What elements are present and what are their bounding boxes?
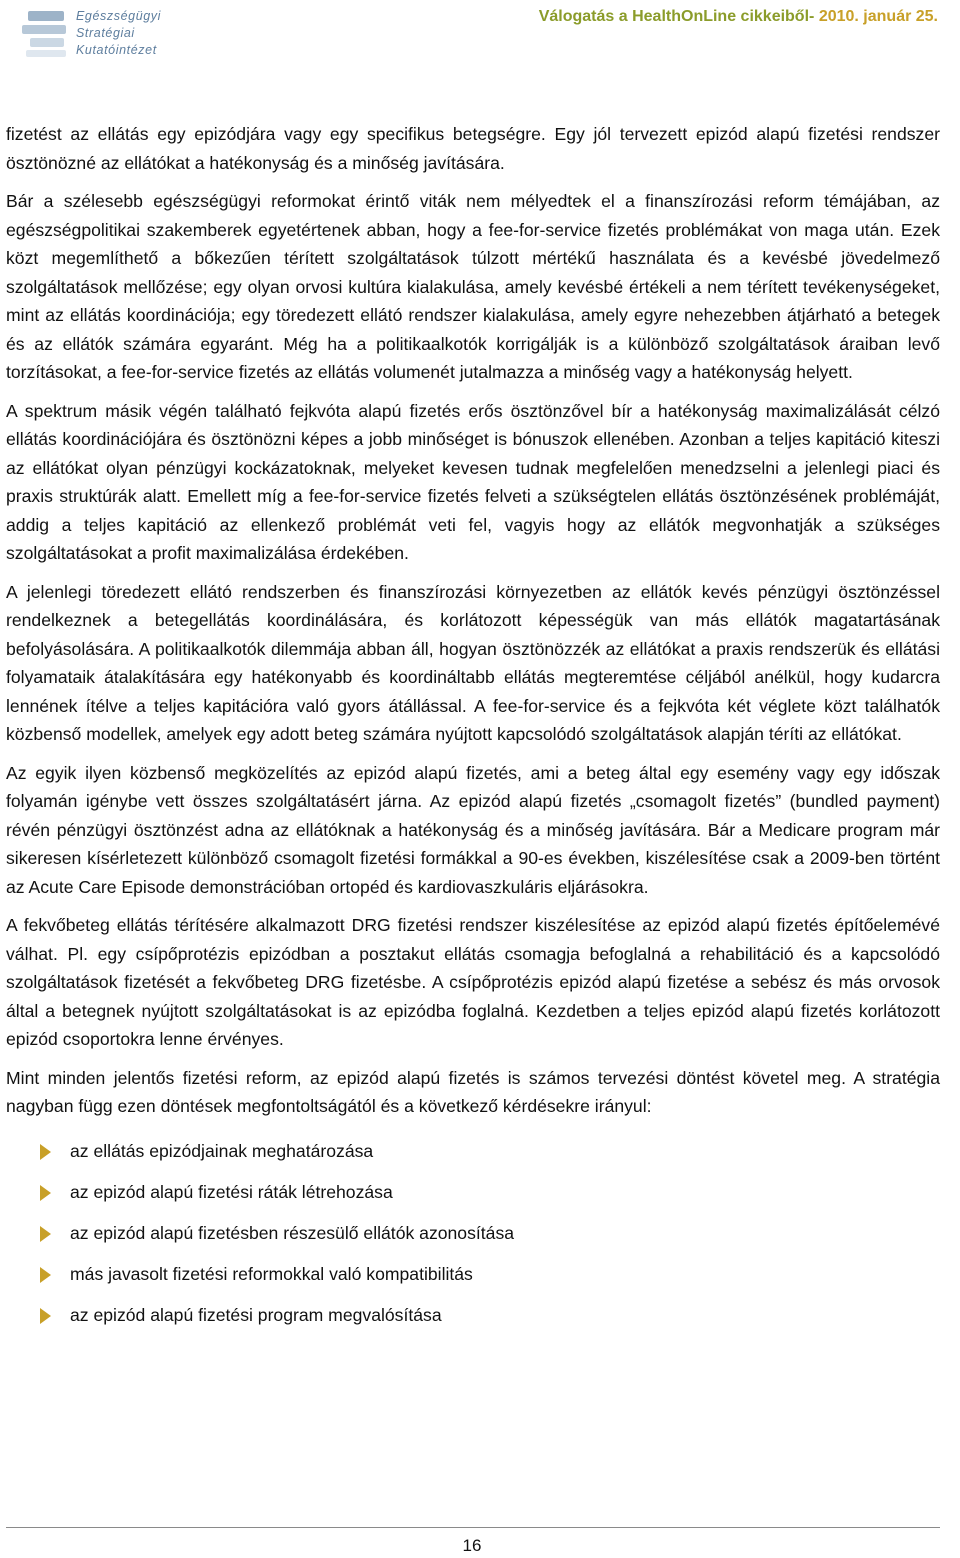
list-item xyxy=(6,1301,940,1342)
list-item-text: az epizód alapú fizetési ráták létrehozása xyxy=(70,1181,393,1202)
page-header xyxy=(0,0,960,72)
footer-divider xyxy=(6,1527,940,1528)
paragraph: A jelenlegi töredezett ellátó rendszerben és finanszírozási környezetben az ellátók kevés pénzügyi ösztönzéssel rendelkeznek a betegellátás koordinálására, és korlátozott képességük van más ellátók magatartásának befolyásolására. A politikaalkotók dilemmája abban áll, hogyan ösztönözzék az ellátókat a praxis rendszerük és ellátási folyamataik átalakítására egy hatékonyabb és koordináltabb ellátás megteremtése céljából anélkül, hogy kudarcra lennének ítélve a teljes kapitációra való gyors átállással. A fee-for-service és a fejkvóta két véglete közt találhatók közbenső modellek, amelyek egy adott beteg számára nyújtott kapcsolódó szolgáltatások alapján téríti az ellátókat. xyxy=(6,581,940,744)
logo-line: Stratégiai xyxy=(76,26,135,40)
list-item xyxy=(6,1137,940,1178)
bullet-triangle-icon xyxy=(40,1226,51,1242)
logo-text xyxy=(76,8,161,59)
bullet-triangle-icon xyxy=(40,1267,51,1283)
list-item xyxy=(6,1260,940,1301)
logo-line: Egészségügyi xyxy=(76,9,162,23)
list-item xyxy=(6,1219,940,1260)
list-item-text: az ellátás epizódjainak meghatározása xyxy=(70,1140,374,1161)
paragraph: A spektrum másik végén található fejkvóta alapú fizetés erős ösztönzővel bír a hatékonyság maximalizálását célzó ellátás koordinációjára és ösztönözni képes a jobb minőséget is bónuszok ellenében. Azonban a teljes kapitáció kiteszi az ellátókat olyan pénzügyi kockázatoknak, melyeket kevesen tudnak megfelelően menedzselni a jelenlegi piaci és praxis struktúrák alatt. Emellett míg a fee-for-service fizetés felveti a szükségtelen ellátás ösztönzésének problémáját, addig a teljes kapitáció az ellenkező problémát veti fel, vagyis hogy az ellátók megvonhatják a szükséges szolgáltatásokat a profit maximalizálása érdekében. xyxy=(6,400,940,563)
paragraph: fizetést az ellátás egy epizódjára vagy egy specifikus betegségre. Egy jól tervezett epizód alapú fizetési rendszer ösztönözné az ellátókat a hatékonyság és a minőség javítására. xyxy=(6,124,940,173)
paragraph: A fekvőbeteg ellátás térítésére alkalmazott DRG fizetési rendszer kiszélesítése az epizód alapú fizetés építőelemévé válhat. Pl. egy csípőprotézis epizódban a posztakut ellátás csomagja befoglalná a rehabilitáció és a kapcsolódó szolgáltatások fizetését a fekvőbeteg DRG fizetésbe. A csípőprotézis epizód alapú fizetése a sebész és más orvosok által a betegnek nyújtott szolgáltatásokat is az epizódba foglalná. Kezdetben a teljes epizód alapú fizetés korlátozott epizód csoportokra lenne érvényes. xyxy=(6,915,940,1049)
paragraph: Az egyik ilyen közbenső megközelítés az epizód alapú fizetés, ami a beteg által egy esemény vagy egy időszak folyamán igénybe vett összes szolgáltatásért járna. Az epizód alapú fizetés „csomagolt fizetés” (bundled payment) révén pénzügyi ösztönzést adna az ellátóknak a hatékonyság és a minőség javítására. Bár a Medicare program már sikeresen kísérletezett különböző csomagolt fizetési formákkal a 90-es években, kiszélesítése csak a 2009-ben történt az Acute Care Episode demonstrációban ortopéd és kardiovaszkuláris eljárásokra. xyxy=(6,762,940,897)
publication-date: 2010. január 25. xyxy=(818,8,938,25)
header-title xyxy=(539,8,938,26)
bullet-triangle-icon xyxy=(40,1144,51,1160)
list-item-text: az epizód alapú fizetési program megvalósítása xyxy=(70,1304,442,1325)
institute-logo xyxy=(18,5,218,63)
document-body xyxy=(6,120,940,1342)
list-item-text: az epizód alapú fizetésben részesülő ellátók azonosítása xyxy=(70,1222,515,1243)
paragraph: Bár a szélesebb egészségügyi reformokat érintő viták nem mélyedtek el a finanszírozási reform témájában, az egészségpolitikai szakemberek egyetértenek abban, hogy a fee-for-service fizetés problémákat von maga után. Ezek közt megemlíthető a bőkezűen térített szolgáltatások túlzott mértékű használata és a kevésbé jövedelmező szolgáltatások mellőzése; egy olyan orvosi kultúra kialakulása, amely kevésbé értékeli a nem térített tevékenységeket, mint az ellátás koordinációja; egy töredezett ellátó rendszer kialakulása, amely egyre nehezebben átjárható a betegek és az ellátók számára egyaránt. Még ha a politikaalkotók korrigálják is a különböző szolgáltatások áraiban levő torzításokat, a fee-for-service fizetés az ellátás volumenét jutalmazza a minőség vagy a hatékonyság helyett. xyxy=(6,191,940,382)
list-item-text: más javasolt fizetési reformokkal való kompatibilitás xyxy=(70,1263,473,1284)
bullet-triangle-icon xyxy=(40,1185,51,1201)
list-item xyxy=(6,1178,940,1219)
bullet-list xyxy=(6,1137,940,1342)
publication-title: Válogatás a HealthOnLine cikkeiből- xyxy=(538,8,815,25)
logo-mark-icon xyxy=(18,5,74,61)
bullet-triangle-icon xyxy=(40,1308,51,1324)
logo-line: Kutatóintézet xyxy=(76,43,157,57)
page-number: 16 xyxy=(462,1536,482,1555)
paragraph: Mint minden jelentős fizetési reform, az epizód alapú fizetés is számos tervezési döntést követel meg. A stratégia nagyban függ ezen döntések megfontoltságától és a következő kérdésekre irányul: xyxy=(6,1067,940,1116)
